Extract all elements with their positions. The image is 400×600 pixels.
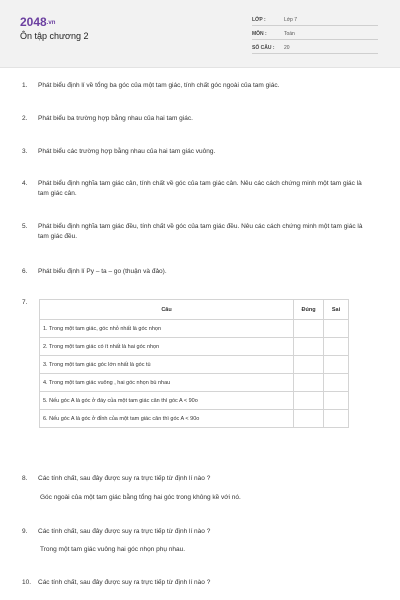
question-text: Phát biểu ba trường hợp bằng nhau của hai tam giác.	[38, 115, 193, 122]
question-number: 6.	[22, 268, 28, 275]
statement-cell: 3. Trong một tam giác góc lớn nhất là góc tù	[40, 356, 294, 374]
false-cell[interactable]	[324, 374, 349, 392]
meta-count-row	[252, 41, 378, 54]
statement-cell: 5. Nếu góc A là góc ở đáy của một tam giác cân thì góc A < 90o	[40, 392, 294, 410]
question-text: Phát biểu định lí Py – ta – go (thuận và đảo).	[38, 268, 167, 275]
false-cell[interactable]	[324, 392, 349, 410]
true-cell[interactable]	[294, 392, 324, 410]
column-header-statement: Câu	[40, 300, 294, 320]
statement-cell: 6. Nếu góc A là góc ở đỉnh của một tam giác cân thì góc A < 90o	[40, 410, 294, 428]
false-cell[interactable]	[324, 410, 349, 428]
meta-count-value: 20	[284, 45, 290, 51]
question-number: 1.	[22, 82, 28, 89]
question-number: 2.	[22, 115, 28, 122]
meta-subject-label: MÔN :	[252, 31, 267, 37]
question-8-answer: Góc ngoài của một tam giác bằng tổng hai góc trong không kề với nó.	[40, 494, 241, 501]
question-text: Các tính chất, sau đây được suy ra trực tiếp từ định lí nào ?	[38, 475, 211, 482]
false-cell[interactable]	[324, 320, 349, 338]
question-number: 8.	[22, 475, 28, 482]
table-header-row	[40, 300, 349, 320]
false-cell[interactable]	[324, 338, 349, 356]
table-row	[40, 320, 349, 338]
question-text: Phát biểu định nghĩa tam giác cân, tính chất về góc của tam giác cân. Nêu các cách chứng minh một tam giác là tam giác cân.	[38, 180, 362, 197]
statement-cell: 1. Trong một tam giác, góc nhỏ nhất là góc nhọn	[40, 320, 294, 338]
column-header-false: Sai	[324, 300, 349, 320]
document-header	[0, 0, 400, 68]
logo-suffix: .vn	[46, 19, 56, 26]
question-number: 10.	[22, 579, 32, 586]
statement-cell: 4. Trong một tam giác vuông , hai góc nhọn bù nhau	[40, 374, 294, 392]
question-text: Các tính chất, sau đây được suy ra trực tiếp từ định lí nào ?	[38, 579, 211, 586]
question-text: Các tính chất, sau đây được suy ra trực tiếp từ định lí nào ?	[38, 528, 211, 535]
table-row	[40, 410, 349, 428]
table-row	[40, 392, 349, 410]
question-number: 4.	[22, 180, 28, 187]
true-cell[interactable]	[294, 410, 324, 428]
question-text: Phát biểu định nghĩa tam giác đều, tính chất về góc của tam giác đều. Nêu các cách chứng minh một tam giác là tam giác đều.	[38, 223, 363, 240]
meta-class-value: Lớp 7	[284, 17, 298, 23]
question-number: 5.	[22, 223, 28, 230]
site-logo[interactable]	[20, 15, 55, 29]
question-number: 3.	[22, 148, 28, 155]
meta-subject-value: Toán	[284, 31, 295, 37]
table-row	[40, 338, 349, 356]
table-row	[40, 374, 349, 392]
question-number: 7.	[22, 299, 28, 306]
meta-count-label: SỐ CÂU :	[252, 45, 275, 51]
question-9-answer: Trong một tam giác vuông hai góc nhọn phụ nhau.	[40, 546, 186, 553]
meta-subject-row	[252, 27, 378, 40]
question-text: Phát biểu định lí về tổng ba góc của một tam giác, tính chất góc ngoài của tam giác.	[38, 82, 280, 89]
false-cell[interactable]	[324, 356, 349, 374]
true-false-table	[39, 299, 349, 428]
table-row	[40, 356, 349, 374]
question-number: 9.	[22, 528, 28, 535]
column-header-true: Đúng	[294, 300, 324, 320]
document-title: Ôn tập chương 2	[20, 31, 89, 41]
meta-class-label: LỚP :	[252, 17, 266, 23]
statement-cell: 2. Trong một tam giác có ít nhất là hai góc nhọn	[40, 338, 294, 356]
logo-main: 2048	[20, 15, 47, 29]
true-cell[interactable]	[294, 338, 324, 356]
true-cell[interactable]	[294, 374, 324, 392]
question-text: Phát biểu các trường hợp bằng nhau của hai tam giác vuông.	[38, 148, 216, 155]
meta-class-row	[252, 13, 378, 26]
true-cell[interactable]	[294, 356, 324, 374]
true-cell[interactable]	[294, 320, 324, 338]
